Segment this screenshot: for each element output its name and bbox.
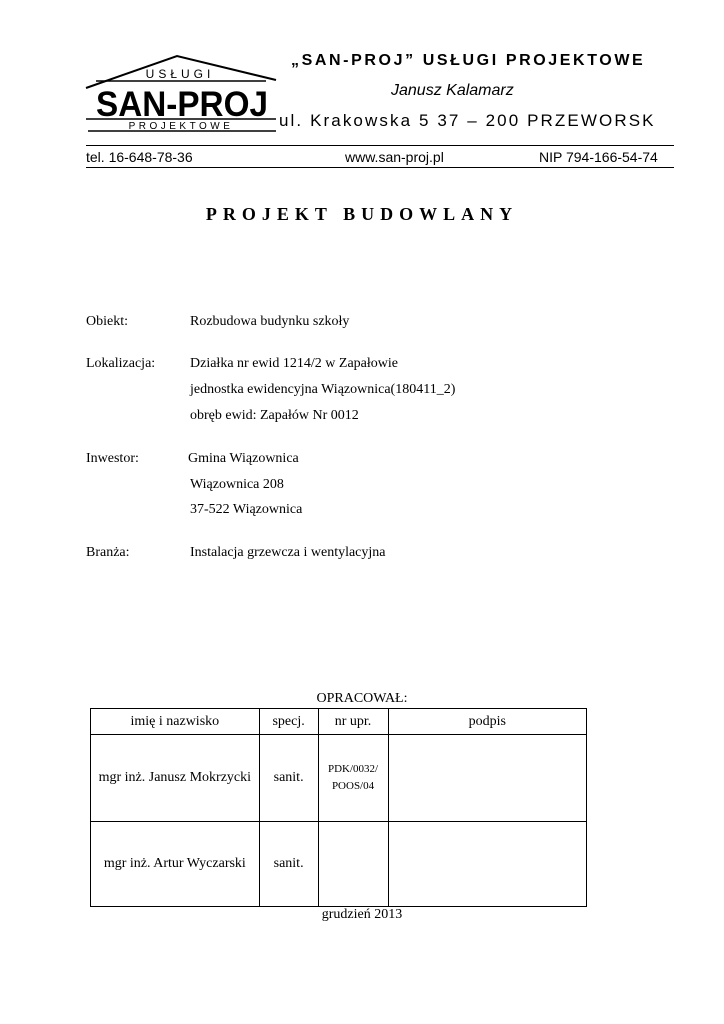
location-label: Lokalizacja: bbox=[86, 356, 156, 371]
investor-line-2: Wiązownica 208 bbox=[190, 477, 284, 492]
license-line-2: POOS/04 bbox=[331, 780, 375, 792]
table-row bbox=[91, 735, 587, 822]
document-date: grudzień 2013 bbox=[321, 907, 403, 922]
column-header-spec: specj. bbox=[259, 709, 318, 735]
phone-number: tel. 16-648-78-36 bbox=[86, 149, 193, 165]
location-line-3: obręb ewid: Zapałów Nr 0012 bbox=[190, 408, 359, 423]
document-title: PROJEKT BUDOWLANY bbox=[205, 204, 519, 224]
logo-name: SAN-PROJ bbox=[96, 85, 268, 124]
company-address: ul. Krakowska 5 37 – 200 PRZEWORSK bbox=[279, 111, 656, 130]
table-row bbox=[91, 822, 587, 907]
author-spec: sanit. bbox=[259, 822, 318, 907]
investor-line-1: Gmina Wiązownica bbox=[188, 451, 299, 466]
owner-name: Janusz Kalamarz bbox=[391, 82, 514, 99]
nip-number: NIP 794-166-54-74 bbox=[539, 149, 658, 165]
location-line-2: jednostka ewidencyjna Wiązownica(180411_2) bbox=[190, 382, 456, 397]
authors-table bbox=[90, 708, 587, 907]
san-proj-logo bbox=[84, 54, 280, 134]
branch-label: Branża: bbox=[86, 545, 130, 560]
website-link[interactable]: www.san-proj.pl bbox=[345, 149, 444, 165]
investor-line-3: 37-522 Wiązownica bbox=[190, 502, 303, 517]
author-license bbox=[318, 735, 388, 822]
author-spec: sanit. bbox=[259, 735, 318, 822]
object-value: Rozbudowa budynku szkoły bbox=[190, 314, 350, 329]
branch-value: Instalacja grzewcza i wentylacyjna bbox=[190, 545, 386, 560]
column-header-license: nr upr. bbox=[318, 709, 388, 735]
object-label: Obiekt: bbox=[86, 314, 128, 329]
prepared-by-heading: OPRACOWAŁ: bbox=[316, 691, 408, 706]
column-header-name: imię i nazwisko bbox=[91, 709, 260, 735]
signature-cell bbox=[388, 822, 587, 907]
logo-bottom-text: PROJEKTOWE bbox=[128, 121, 234, 132]
location-line-1: Działka nr ewid 1214/2 w Zapałowie bbox=[190, 356, 398, 371]
author-license bbox=[318, 822, 388, 907]
header-divider-top bbox=[86, 145, 674, 146]
logo-top-text: USŁUGI bbox=[145, 67, 215, 81]
author-name: mgr inż. Janusz Mokrzycki bbox=[91, 735, 260, 822]
investor-label: Inwestor: bbox=[86, 451, 139, 466]
author-name: mgr inż. Artur Wyczarski bbox=[91, 822, 260, 907]
license-line-1: PDK/0032/ bbox=[327, 763, 379, 775]
signature-cell bbox=[388, 735, 587, 822]
column-header-signature: podpis bbox=[388, 709, 587, 735]
header-divider-bottom bbox=[86, 167, 674, 168]
company-name: „SAN-PROJ” USŁUGI PROJEKTOWE bbox=[291, 52, 646, 69]
